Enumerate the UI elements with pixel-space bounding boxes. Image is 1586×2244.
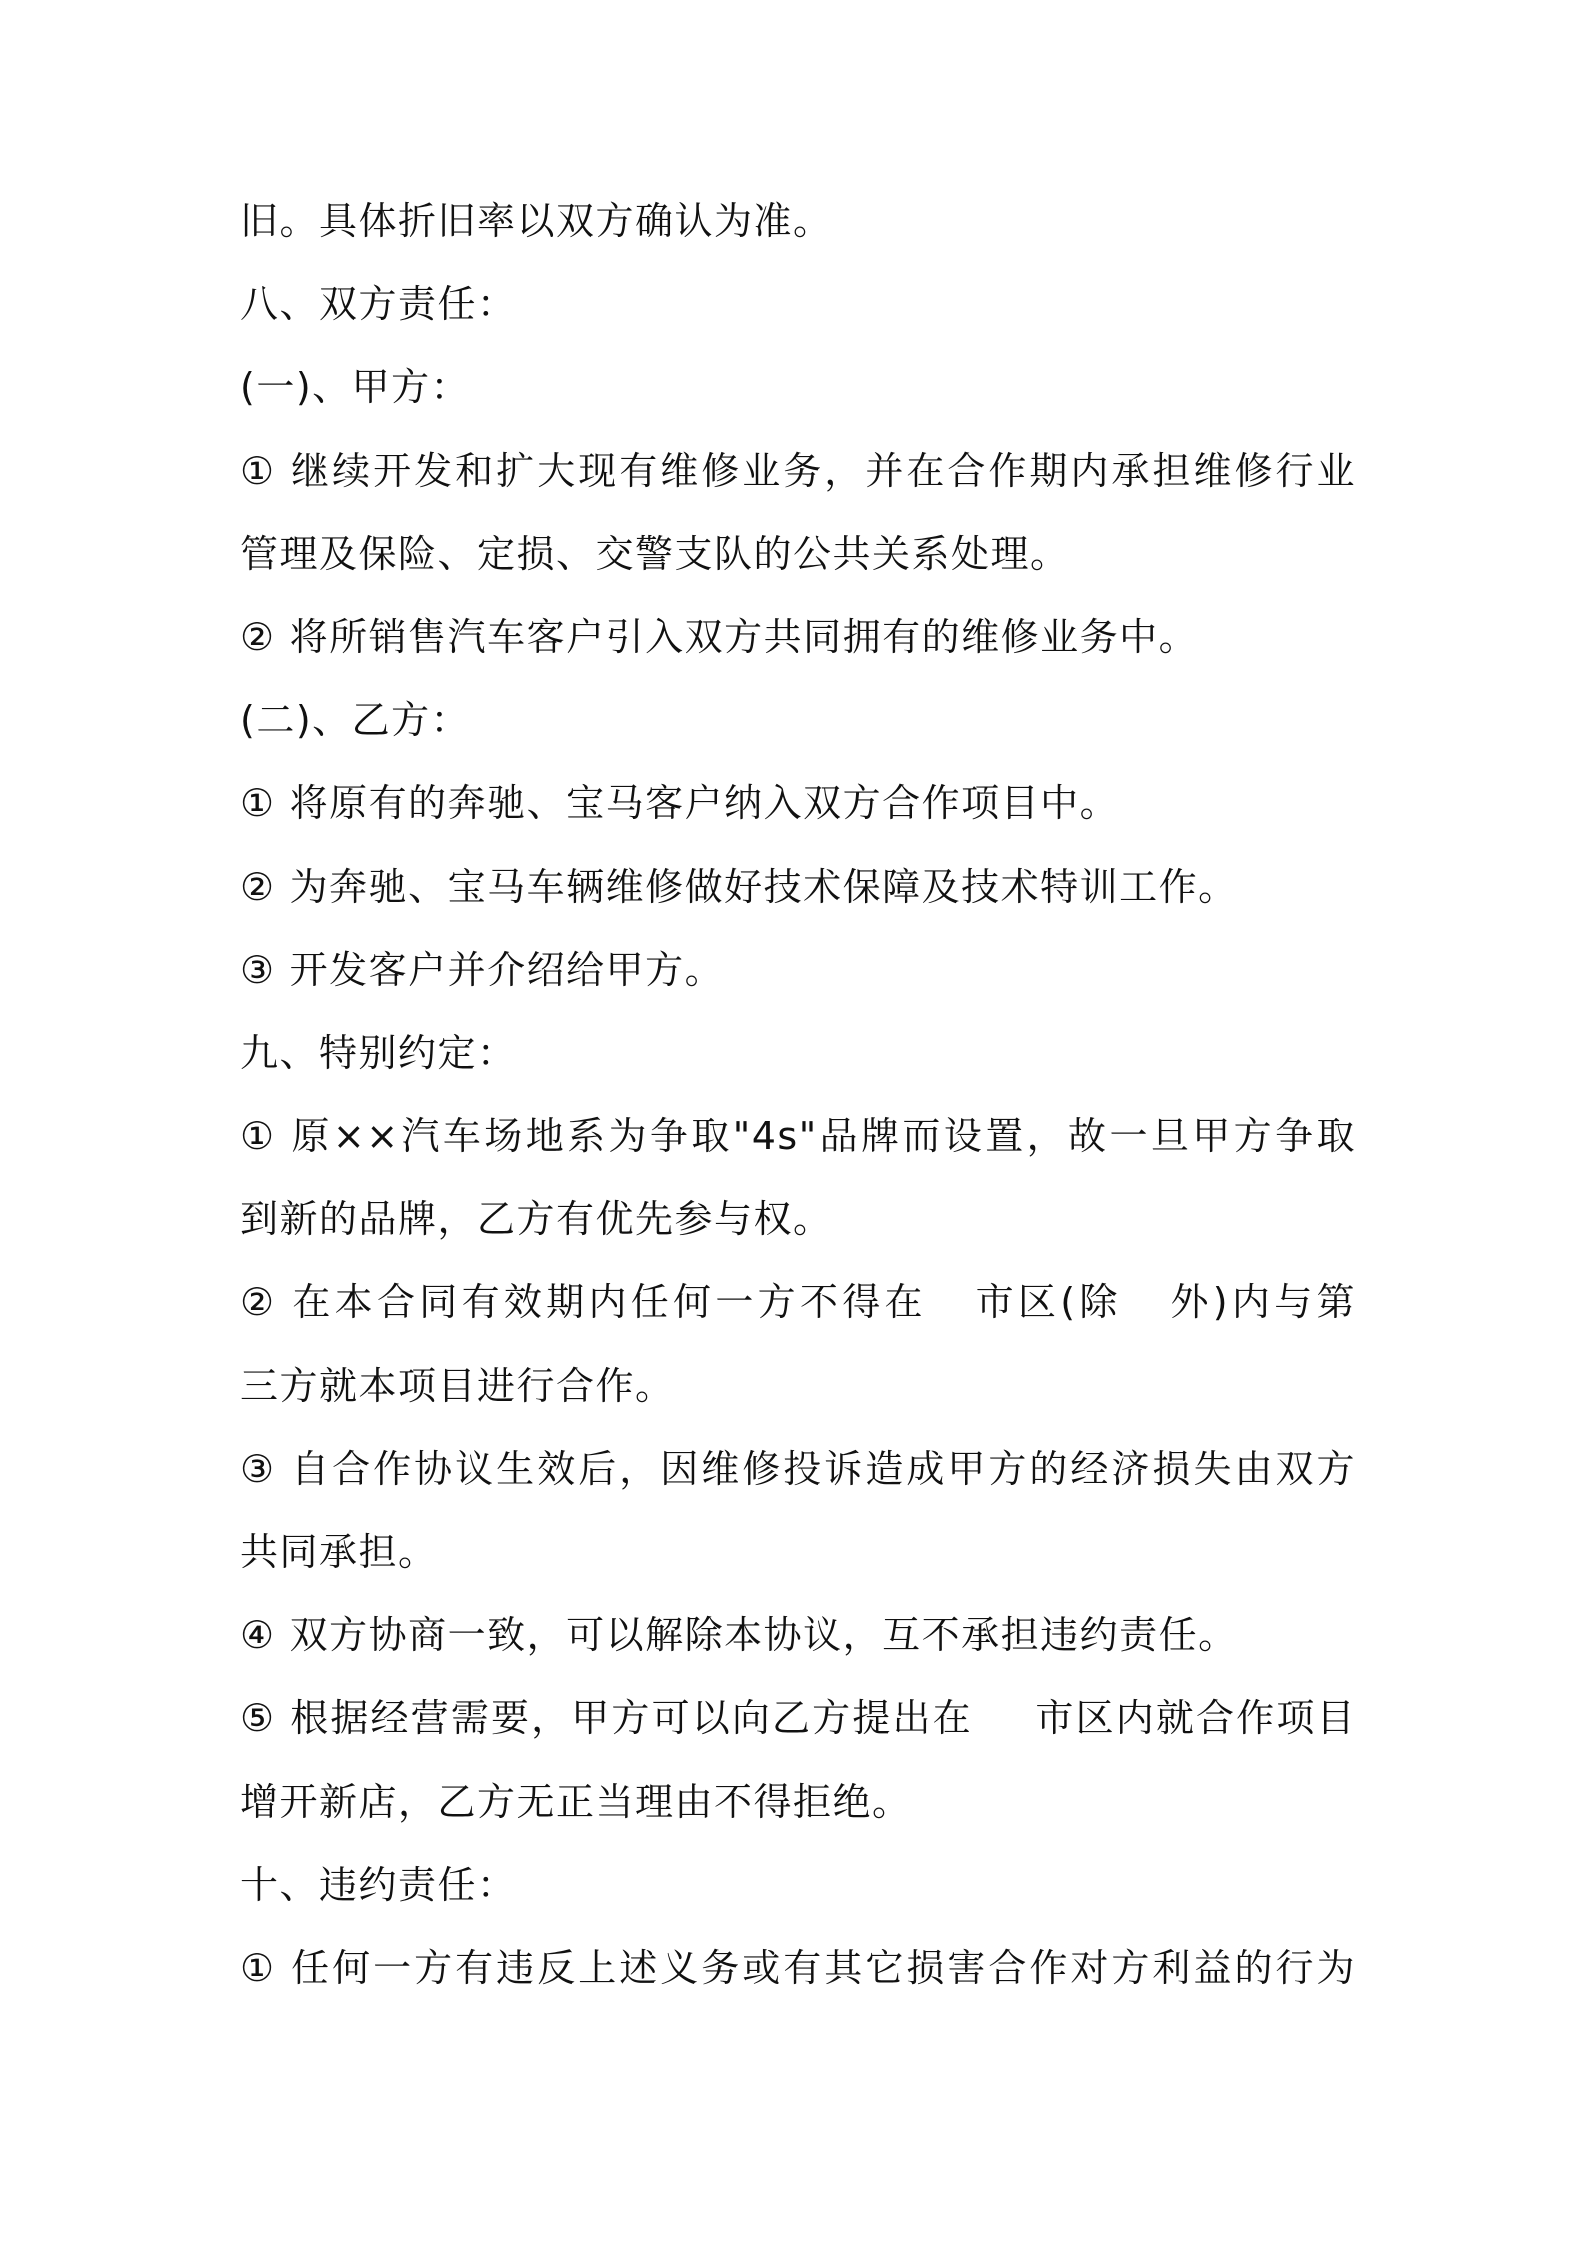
clause-number: ② <box>240 1280 276 1325</box>
clause-item <box>240 1428 1356 1511</box>
paragraph-line <box>240 1345 1356 1428</box>
clause-text: 为奔驰、宝马车辆维修做好技术保障及技术特训工作。 <box>289 864 1238 909</box>
clause-text: 将原有的奔驰、宝马客户纳入双方合作项目中。 <box>289 781 1120 826</box>
clause-number: ① <box>240 1945 276 1990</box>
clause-item <box>240 1927 1356 2010</box>
clause-text: 根据经营需要，甲方可以向乙方提出在 <box>289 1696 973 1741</box>
heading-text: (一)、甲方： <box>240 365 471 410</box>
document-body <box>240 180 1356 2010</box>
clause-text: 市区(除 <box>972 1280 1122 1325</box>
heading-text: 十、违约责任： <box>240 1862 517 1907</box>
clause-text: 开发客户并介绍给甲方。 <box>289 947 725 992</box>
clause-item <box>240 1261 1356 1344</box>
clause-text: 任何一方有违反上述义务或有其它损害合作对方利益的行为 <box>289 1945 1356 1990</box>
paragraph-text: 旧。具体折旧率以双方确认为准。 <box>240 199 833 243</box>
paragraph-line <box>240 1761 1356 1844</box>
clause-text: 双方协商一致，可以解除本协议，互不承担违约责任。 <box>289 1613 1238 1658</box>
clause-text: 原××汽车场地系为争取"4s"品牌而设置，故一旦甲方争取 <box>289 1114 1356 1159</box>
clause-text: 将所销售汽车客户引入双方共同拥有的维修业务中。 <box>289 614 1199 659</box>
clause-number: ② <box>240 864 276 909</box>
paragraph-text: 共同承担。 <box>240 1530 438 1574</box>
paragraph-line <box>240 180 1356 263</box>
subsection-heading-party-b <box>240 679 1356 762</box>
clause-item <box>240 846 1356 929</box>
clause-number: ④ <box>240 1613 276 1658</box>
clause-item <box>240 929 1356 1012</box>
section-heading-special-agreements <box>240 1012 1356 1095</box>
clause-text: 自合作协议生效后，因维修投诉造成甲方的经济损失由双方 <box>289 1446 1356 1491</box>
clause-number: ② <box>240 614 276 659</box>
clause-text: 在本合同有效期内任何一方不得在 <box>289 1280 927 1325</box>
clause-item <box>240 762 1356 845</box>
clause-number: ① <box>240 781 276 826</box>
clause-item <box>240 1095 1356 1178</box>
clause-text: 继续开发和扩大现有维修业务，并在合作期内承担维修行业 <box>289 448 1356 493</box>
paragraph-line <box>240 1511 1356 1594</box>
paragraph-text: 到新的品牌，乙方有优先参与权。 <box>240 1197 833 1242</box>
heading-text: 九、特别约定： <box>240 1030 517 1075</box>
paragraph-text: 管理及保险、定损、交警支队的公共关系处理。 <box>240 531 1070 576</box>
clause-number: ③ <box>240 947 276 992</box>
paragraph-line <box>240 513 1356 596</box>
clause-item <box>240 596 1356 679</box>
paragraph-text: 增开新店，乙方无正当理由不得拒绝。 <box>240 1779 912 1824</box>
heading-text: 八、双方责任： <box>240 282 517 327</box>
heading-text: (二)、乙方： <box>240 698 471 743</box>
clause-number: ⑤ <box>240 1696 276 1741</box>
section-heading-responsibilities <box>240 263 1356 346</box>
clause-number: ① <box>240 1114 276 1159</box>
clause-text: 外)内与第 <box>1167 1280 1356 1325</box>
paragraph-line <box>240 1178 1356 1261</box>
subsection-heading-party-a <box>240 346 1356 429</box>
section-heading-liability-for-breach <box>240 1844 1356 1927</box>
clause-item <box>240 1594 1356 1677</box>
clause-item <box>240 430 1356 513</box>
paragraph-text: 三方就本项目进行合作。 <box>240 1363 675 1408</box>
clause-item <box>240 1677 1356 1760</box>
clause-text: 市区内就合作项目 <box>1034 1696 1356 1741</box>
clause-number: ③ <box>240 1446 276 1491</box>
clause-number: ① <box>240 448 276 493</box>
